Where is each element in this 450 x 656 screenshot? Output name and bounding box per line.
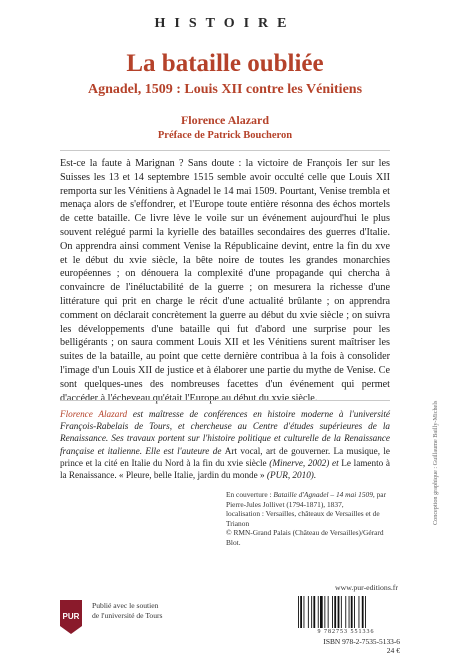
- cover-credit-work: Bataille d'Agnadel – 14 mai 1509: [273, 490, 373, 499]
- cover-credit: [226, 490, 396, 548]
- book-subtitle: Agnadel, 1509 : Louis XII contre les Vénitiens: [87, 82, 363, 97]
- cover-credit-prefix: En couverture :: [226, 490, 274, 499]
- divider-middle: [60, 400, 390, 401]
- design-credit: Conception graphique : Guillaume Bailly-Michels: [432, 400, 439, 525]
- summary-text: [60, 157, 390, 405]
- bio-book1-ref: (Minerve, 2002) et: [266, 457, 342, 468]
- isbn: ISBN 978-2-7535-5133-6: [323, 637, 400, 646]
- bio-book2-title: Le lamento à la Renaissance. « Pleure, belle Italie, jardin du monde »: [60, 457, 390, 481]
- bio-author-name: Florence Alazard: [60, 409, 128, 419]
- barcode-digits: 9 782753 551336: [317, 629, 375, 635]
- publisher-url[interactable]: www.pur-editions.fr: [335, 583, 398, 592]
- publisher-line2: de l'université de Tours: [92, 611, 163, 620]
- logo-text: PUR: [62, 612, 80, 621]
- book-title: La bataille oubliée: [126, 50, 324, 77]
- bio-text: est maîtresse de conférences en histoire moderne à l'université François-Rabelais de Tours, et chercheuse au Centre d'études supérieures de la Renaissance. Ses travaux portent sur l'histoire politique et culturelle de la Renaissance française et italienne. Elle est l'auteure de: [60, 409, 390, 456]
- publisher-support: [92, 601, 202, 621]
- divider-top: [60, 150, 390, 151]
- summary-paragraph: Est-ce la faute à Marignan ? Sans doute : la victoire de François Ier sur les Suisses les 13 et 14 septembre 1515 semble avoir occulté celle que Louis XII remporta sur les Vénitiens à Agnadel le 14 mai 1509. Pourtant, Venise trembla et menaça alors de s'effondrer, et l'Europe toute entière résonna des échos mortels de cette bataille. Ce livre lève le voile sur un événement aujourd'hui le plus souvent relégué parmi la kyrielle des batailles secondaires des guerres d'Italie. On apprendra ainsi comment Venise la Républicaine devint, entre la fin du xve et le début du xvie siècle, la bête noire de toutes les grandes monarchies européennes ; on dénouera la complexité d'une propagande qui chercha à convaincre de l'inéluctabilité de la guerre ; on mesurera la richesse d'une littérature qui prit en charge le récit d'une actualité brûlante ; on apprendra comment on déclarait concrètement la guerre au début du xvie siècle ; on suivra les développements d'une bataille qui fut d'abord une surprise pour les belligérants ; on saura comment Louis XII et les Vénitiens surent maîtriser les suites de la bataille, au point que cette dernière contribua à la fois à consolider l'image d'un Louis XII de justice et à élaborer une partie du mythe de Venise. Ce sont quelques-unes des nombreuses facettes d'un événement qui permet d'accéder à l'écheveau qu'était l'Europe au début du xvie siècle.: [60, 158, 390, 404]
- author-name: Florence Alazard: [180, 113, 270, 127]
- price: 24 €: [386, 646, 400, 655]
- bio-book1-title: Art vocal, art de gouverner. La musique, le prince et la cité en Italie du Nord à la fin du xvie siècle: [60, 445, 390, 468]
- publisher-line1: Publié avec le soutien: [92, 601, 159, 610]
- cover-credit-line2: , par Pierre-Jules Jollivet (1794-1871), 1837,: [226, 490, 387, 509]
- author-bio: [60, 408, 390, 481]
- barcode: [296, 596, 396, 628]
- cover-credit-line4: © RMN-Grand Palais (Château de Versailles)/Gérard Blot.: [226, 528, 384, 547]
- preface-credit: Préface de Patrick Boucheron: [157, 130, 293, 141]
- pur-logo: [60, 600, 82, 634]
- cover-credit-line3: localisation : Versailles, châteaux de Versailles et de Trianon: [226, 509, 380, 528]
- bio-book2-ref: (PUR, 2010).: [264, 470, 317, 481]
- series-heading: HISTOIRE: [154, 16, 296, 31]
